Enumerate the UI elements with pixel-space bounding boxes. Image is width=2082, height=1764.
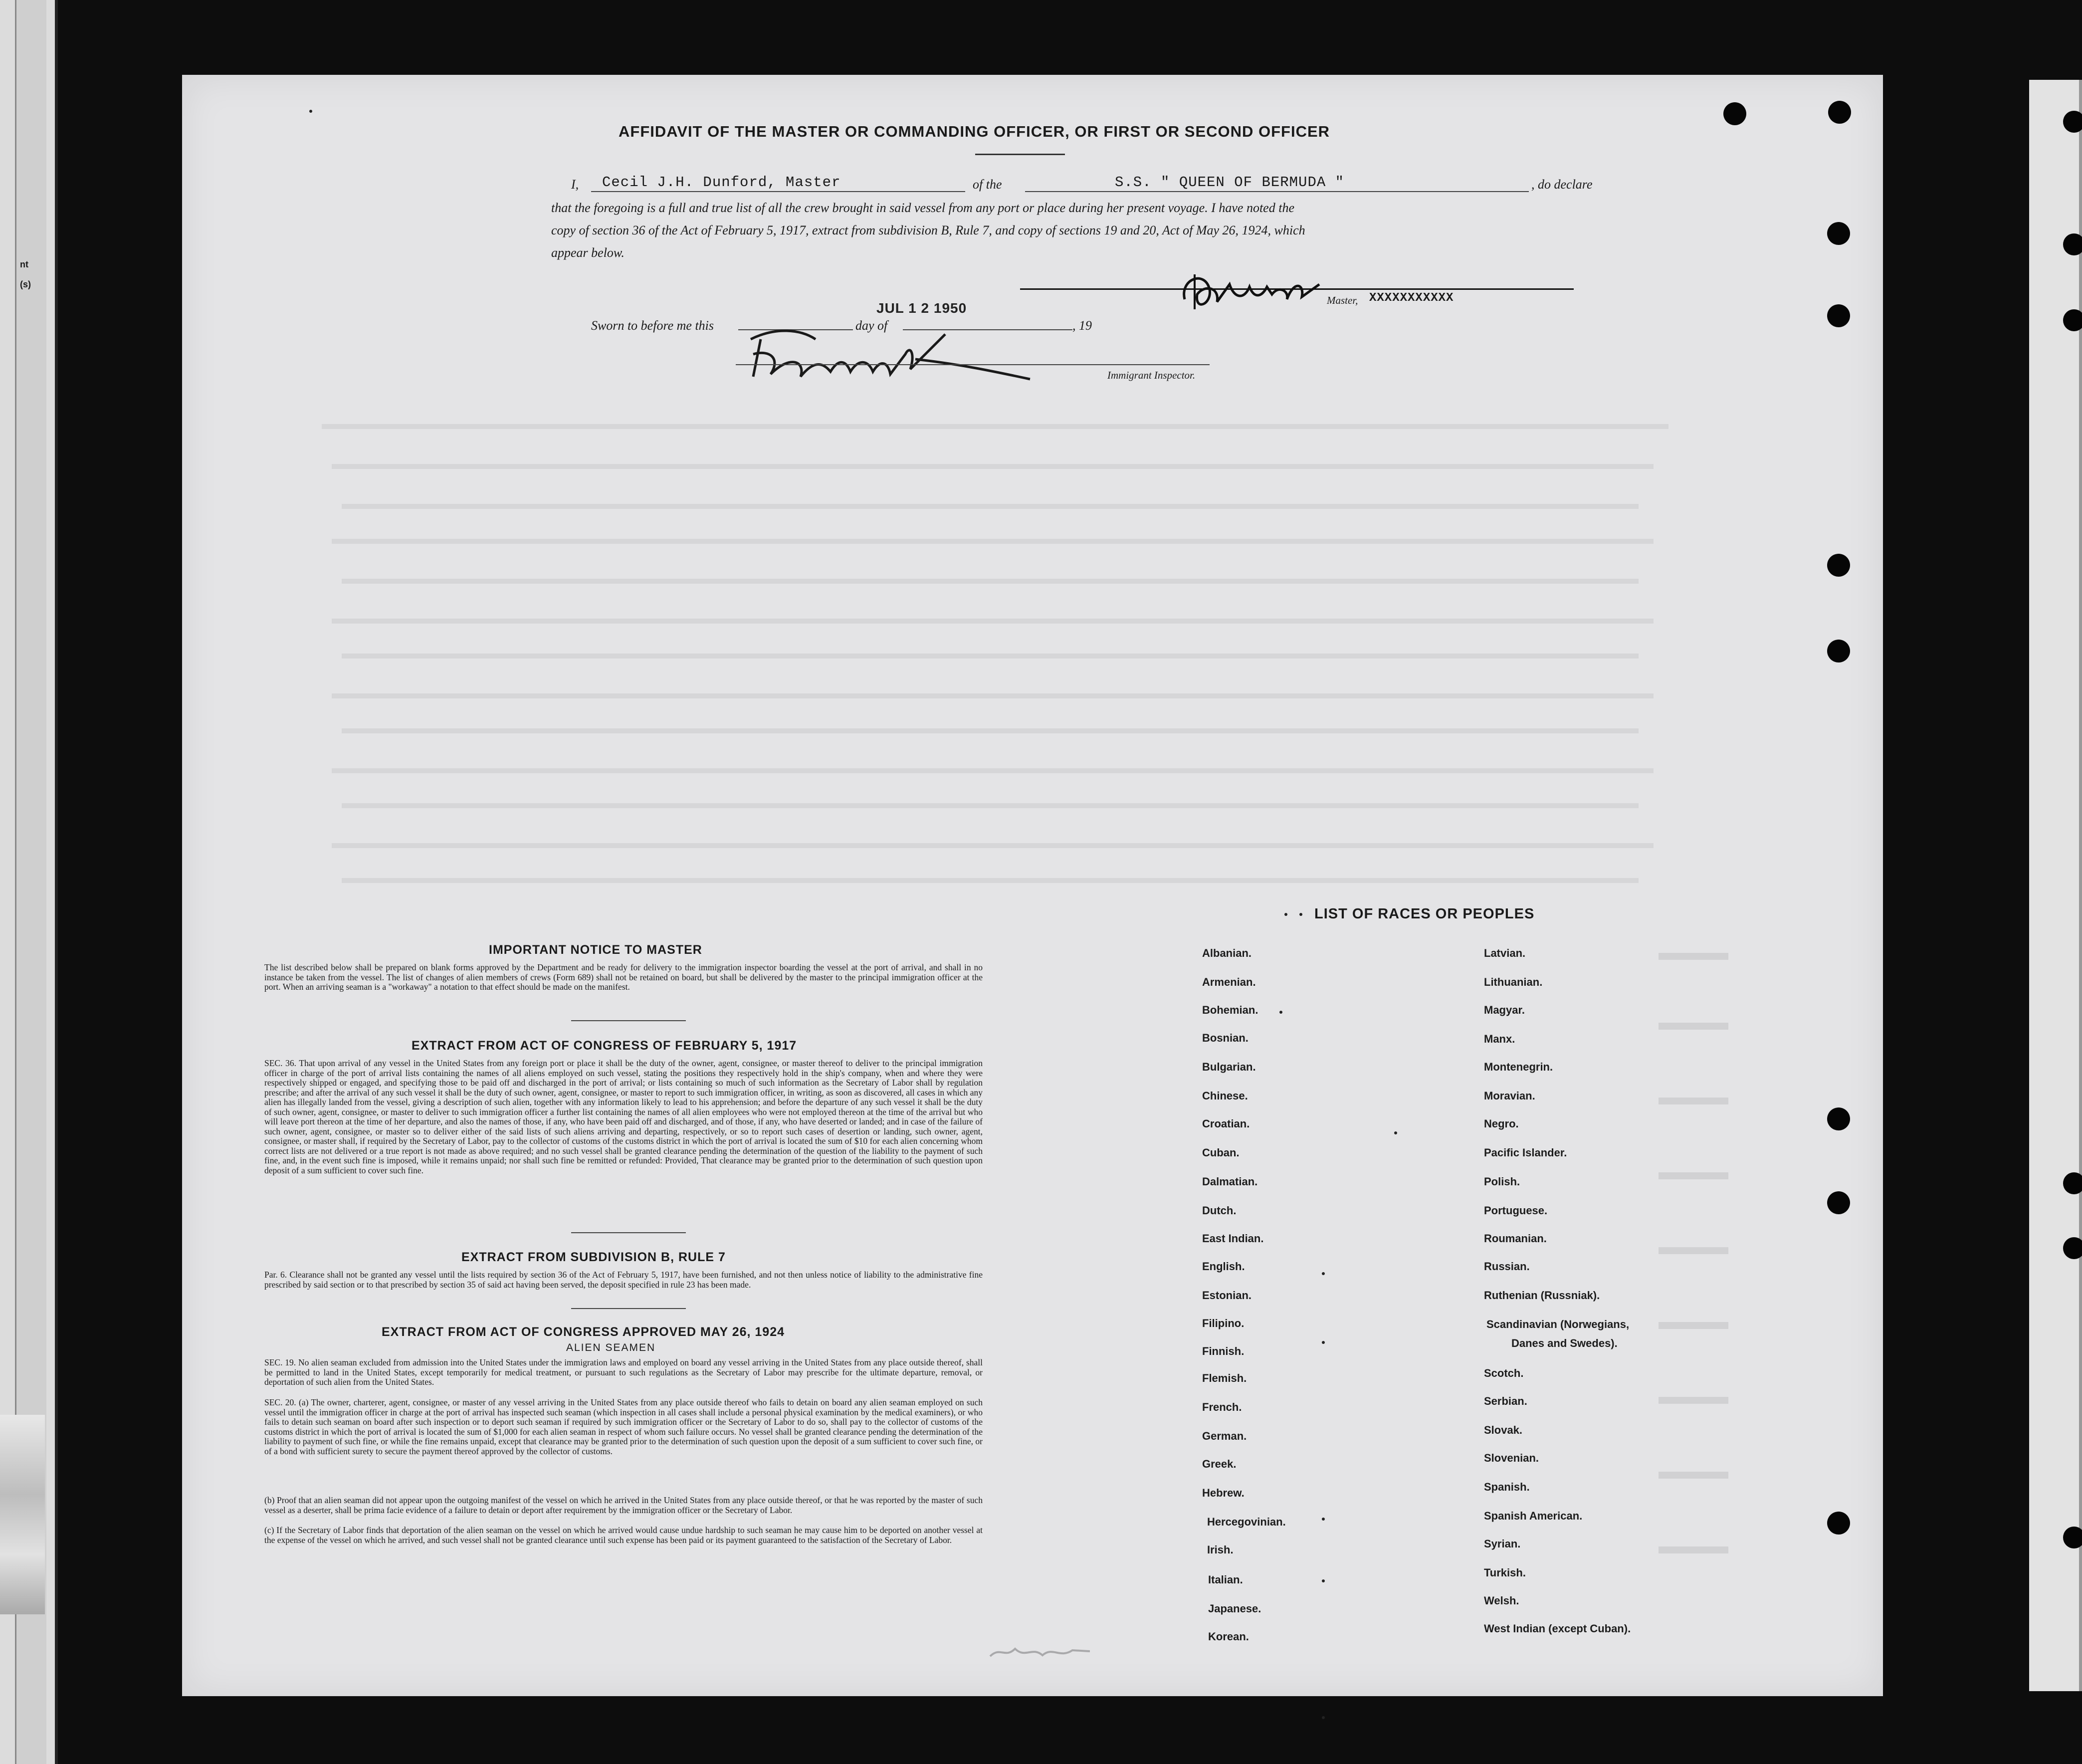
race-item: Welsh. [1484, 1594, 1519, 1607]
race-item: Turkish. [1484, 1566, 1526, 1579]
race-item: Negro. [1484, 1117, 1519, 1130]
left-strip-mark: (s) [20, 279, 31, 289]
ink-speck [1279, 1011, 1282, 1014]
race-item: Moravian. [1484, 1090, 1535, 1102]
affidavit-line-4: appear below. [551, 245, 625, 260]
extract-1924-sec20c: (c) If the Secretary of Labor finds that deportation of the alien seaman on the vessel on which he arrived would cause undue hardship to such seaman he may cause him to be deported on another vessel at the expense of the vessel on which he arrived, and such vessel shall not be granted clearance until such expense has been paid or its payment guaranteed to the satisfaction of the Secretary of Labor. [264, 1525, 983, 1545]
affidavit-prefix: I, [571, 177, 579, 192]
race-item: Bohemian. [1202, 1004, 1258, 1016]
divider [571, 1232, 686, 1233]
race-item: Slovenian. [1484, 1452, 1539, 1464]
race-item: Manx. [1484, 1033, 1515, 1045]
affidavit-line-3: copy of section 36 of the Act of February 5, 1917, extract from subdivision B, Rule 7, and copy of sections 19 and 20, Act of May 26, 1924, which [551, 223, 1305, 237]
race-item: Latvian. [1484, 947, 1526, 959]
master-signature-line [1020, 288, 1574, 290]
race-item: Lithuanian. [1484, 976, 1543, 988]
master-signature [1175, 264, 1334, 319]
pencil-scribble [985, 1636, 1095, 1666]
race-item: Danes and Swedes). [1511, 1337, 1618, 1349]
divider [571, 1020, 686, 1021]
race-item: Bosnian. [1202, 1032, 1249, 1044]
race-item: West Indian (except Cuban). [1484, 1622, 1631, 1635]
of-the-label: of the [973, 177, 1002, 192]
race-item: Serbian. [1484, 1395, 1527, 1407]
punch-hole-icon [2063, 1237, 2082, 1259]
race-item: Greek. [1202, 1458, 1237, 1470]
punch-hole-icon [2063, 1172, 2082, 1194]
race-item: Estonian. [1202, 1289, 1252, 1302]
do-declare-label: , do declare [1531, 177, 1593, 192]
extract-1924-sec20a: SEC. 20. (a) The owner, charterer, agent, consignee, or master of any vessel arriving in the United States from any place outside thereof who fails to detain on board any alien seaman employed on such vessel until the immigration officer in charge at the port of arrival has inspected such seaman (which inspection in all cases shall include a personal physical examination by the medical examiners), or who fails to detain such seaman on board after such inspection or to deport such seaman if required by such immigration officer or the Secretary of Labor to do so, shall pay to the collector of customs of the customs district in which the port of arrival is located the sum of $1,000 for each alien seaman in respect of whom such failure occurs. No vessel shall be granted clearance pending the determination of the liability to payment of such fine, or while the fine remains unpaid, except that clearance may be granted prior to the determination of such question upon the deposit of a sum sufficient to cover such fine, or of a bond with sufficient surety to secure the payment thereof approved by the collector of customs. [264, 1397, 983, 1456]
race-item: Italian. [1208, 1573, 1243, 1586]
affidavit-title: AFFIDAVIT OF THE MASTER OR COMMANDING OFFICER, OR FIRST OR SECOND OFFICER [619, 123, 1330, 140]
date-stamp: JUL 1 2 1950 [876, 300, 967, 316]
ink-speck [1322, 1579, 1325, 1582]
extract-1917-heading: EXTRACT FROM ACT OF CONGRESS OF FEBRUARY 5, 1917 [412, 1039, 797, 1053]
race-item: Roumanian. [1484, 1232, 1547, 1245]
race-item: German. [1202, 1430, 1247, 1442]
race-item: Albanian. [1202, 947, 1252, 959]
ink-speck [309, 110, 312, 113]
ink-speck [1322, 1272, 1325, 1275]
extract-1924-sec19: SEC. 19. No alien seaman excluded from admission into the United States under the immigration laws and employed on board any vessel arriving in the United States from any place outside thereof, shall be permitted to land in the United States, except temporarily for medical treatment, or pursuant to such regulations as the Secretary of Labor may prescribe for the ultimate departure, removal, or deportation of such alien from the United States. [264, 1357, 983, 1387]
ink-speck [1322, 1341, 1325, 1344]
punch-hole-icon [2063, 111, 2082, 133]
master-label: Master, [1327, 294, 1358, 306]
ink-speck [1284, 913, 1287, 916]
race-item: Magyar. [1484, 1004, 1525, 1016]
race-item: Finnish. [1202, 1345, 1245, 1357]
master-struck-title: XXXXXXXXXXX [1369, 291, 1454, 305]
year-prefix: , 19 [1072, 318, 1092, 333]
left-adjacent-page-strip [0, 0, 58, 1764]
race-item: Scandinavian (Norwegians, [1486, 1318, 1630, 1330]
race-item: Pacific Islander. [1484, 1146, 1567, 1159]
extract-1917-text: SEC. 36. That upon arrival of any vessel in the United States from any foreign port or place it shall be the duty of the owner, agent, consignee, or master thereof to deliver to the principal immigration officer in charge of the port of arrival lists containing the names of all aliens employed on such vessel, stating the positions they respectively hold in the ship's company, when and where they were respectively shipped or engaged, and specifying those to be paid off and discharged in the port of arrival; or lists containing so much of such information as the Secretary of Labor shall by regulation prescribe; and after the arrival of any such vessel it shall be the duty of such owner, agent, consignee, or master to report to such immigration officer, in writing, as soon as discovered, all cases in which any alien has illegally landed from the vessel, giving a description of such alien, together with any information likely to lead to his apprehension; and before the departure of any such vessel it shall be the duty of such owner, agent, consignee, or master to deliver to such immigration officer a further list containing the names of all alien employees who were not employed thereon at the time of the arrival but who will leave port thereon at the time of her departure, and also the names of those, if any, who have been paid off and discharged, and of those, if any, who have deserted or landed; and in case of the failure of such owner, agent, consignee, or master so to deliver either of the said lists of such aliens arriving and departing, respectively, or so to report such cases of desertion or landing, such owner, agent, consignee, or master shall, if required by the Secretary of Labor, pay to the collector of customs of the customs district in which the port of arrival is located the sum of $10 for each alien concerning whom correct lists are not delivered or a true report is not made as above required; and no such vessel shall be granted clearance pending the determination of the question of the liability to the payment of such fine, and, in the event such fine is imposed, while it remains unpaid; nor shall such fine be remitted or refunded: Provided, That clearance may be granted prior to the determination of such question upon deposit of a sum sufficient to cover such fine. [264, 1058, 983, 1175]
title-rule [975, 154, 1065, 155]
race-item: Ruthenian (Russniak). [1484, 1289, 1600, 1302]
races-heading: LIST OF RACES OR PEOPLES [1314, 906, 1535, 922]
race-item: Filipino. [1202, 1317, 1245, 1329]
race-item: Slovak. [1484, 1424, 1523, 1436]
punch-hole-icon [2063, 233, 2082, 255]
race-item: English. [1202, 1260, 1245, 1273]
left-strip-mark: nt [20, 259, 28, 269]
right-adjacent-page-strip [2029, 80, 2082, 1691]
race-item: Scotch. [1484, 1367, 1524, 1379]
affidavit-line-2: that the foregoing is a full and true list of all the crew brought in said vessel from any port or place during her present voyage. I have noted the [551, 201, 1294, 215]
day-of-label: day of [855, 318, 888, 333]
extract-rule7-heading: EXTRACT FROM SUBDIVISION B, RULE 7 [461, 1250, 726, 1264]
race-item: Dalmatian. [1202, 1175, 1258, 1188]
race-item: Russian. [1484, 1260, 1530, 1273]
race-item: Portuguese. [1484, 1204, 1548, 1217]
race-item: Chinese. [1202, 1090, 1248, 1102]
notice-heading: IMPORTANT NOTICE TO MASTER [489, 943, 702, 957]
race-item: Syrian. [1484, 1538, 1521, 1550]
race-item: French. [1202, 1401, 1242, 1413]
notice-text: The list described below shall be prepared on blank forms approved by the Department and be ready for delivery to the immigration inspector boarding the vessel at the port of arrival, and shall in no instance be taken from the vessel. The list of changes of alien members of crews (Form 689) shall not be retained on board, but shall be delivered by the master to the principal immigration officer at the port. When an arriving seaman is a "workaway" a notation to that effect should be made on the manifest. [264, 962, 983, 992]
vessel-name: S.S. " QUEEN OF BERMUDA " [1115, 174, 1345, 191]
left-strip-smear [0, 1415, 45, 1614]
race-item: Polish. [1484, 1175, 1520, 1188]
sworn-label: Sworn to before me this [591, 318, 714, 333]
master-name: Cecil J.H. Dunford, Master [602, 174, 841, 191]
alien-seamen-subheading: ALIEN SEAMEN [566, 1342, 656, 1353]
inspector-label: Immigrant Inspector. [1107, 369, 1196, 381]
ink-speck [1322, 1716, 1325, 1719]
extract-1924-heading: EXTRACT FROM ACT OF CONGRESS APPROVED MAY 26, 1924 [382, 1325, 785, 1339]
vessel-underline [1025, 191, 1529, 192]
race-item: Cuban. [1202, 1146, 1240, 1159]
race-item: Korean. [1208, 1630, 1249, 1643]
race-item: Irish. [1207, 1544, 1234, 1556]
race-item: Hebrew. [1202, 1487, 1245, 1499]
ink-speck [1299, 913, 1302, 916]
name-underline [591, 191, 965, 192]
extract-rule7-text: Par. 6. Clearance shall not be granted any vessel until the lists required by section 36 of the Act of February 5, 1917, have been furnished, and not then unless notice of liability to the administrative fine prescribed by said section or to that prescribed by section 35 of said act having been served, the deposit specified in rule 23 has been made. [264, 1270, 983, 1290]
punch-hole-icon [2063, 1527, 2082, 1548]
race-item: Montenegrin. [1484, 1061, 1553, 1073]
extract-1924-sec20b: (b) Proof that an alien seaman did not appear upon the outgoing manifest of the vessel on which he arrived in the United States from any place outside thereof, or that he was reported by the master of such vessel as a deserter, shall be prima facie evidence of a failure to detain or deport after requirement by the immigration officer or the Secretary of Labor. [264, 1495, 983, 1515]
ink-speck [1322, 1518, 1325, 1521]
inspector-signature-line [736, 364, 1210, 365]
race-item: Armenian. [1202, 976, 1256, 988]
ink-speck [1394, 1131, 1397, 1134]
punch-hole-icon [2063, 309, 2082, 331]
race-item: Spanish American. [1484, 1510, 1583, 1522]
race-item: Hercegovinian. [1207, 1516, 1286, 1528]
manifest-page [182, 75, 1883, 1696]
race-item: Spanish. [1484, 1481, 1530, 1493]
race-item: Japanese. [1208, 1602, 1261, 1615]
inspector-signature [736, 324, 1035, 389]
race-item: Bulgarian. [1202, 1061, 1256, 1073]
race-item: Flemish. [1202, 1372, 1247, 1384]
race-item: Croatian. [1202, 1117, 1250, 1130]
race-item: East Indian. [1202, 1232, 1264, 1245]
race-item: Dutch. [1202, 1204, 1237, 1217]
divider [571, 1308, 686, 1309]
